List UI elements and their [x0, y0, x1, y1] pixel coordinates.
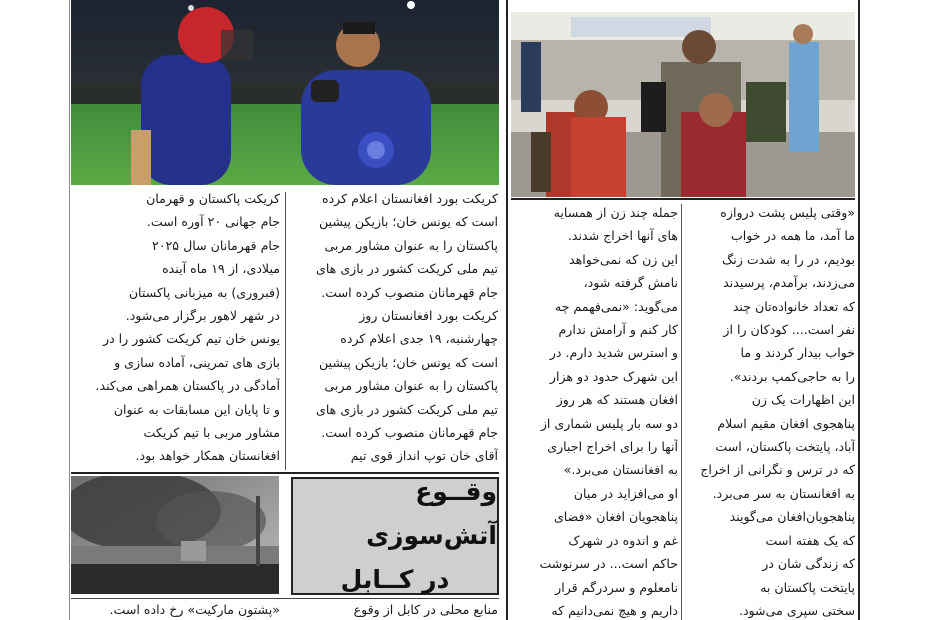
divider-vertical — [858, 0, 860, 620]
fire-headline-box — [291, 477, 499, 595]
cricket-article-column-right: کریکت بورد افغانستان اعلام کرده است که یونس خان؛ بازیکن پیشین پاکستان را به عنوان مشاور مربی تیم ملی کریکت کشور در بازی های جام قهرمانان منصوب کرده است. کریکت بورد افغانستان روز چهارشنبه، ۱۹ جدی اعلام کرده است که یونس خان؛ بازیکن پیشین پاکستان را به عنوان مشاور مربی تیم ملی کریکت کشور در بازی های جام قهرمانان منصوب کرده است. آقای خان توپ انداز قوی تیم — [315, 191, 498, 464]
headline-line-2: در کــابل — [340, 565, 450, 594]
column-divider — [285, 192, 286, 470]
refugee-article-column-left: جمله چند زن از همسایه های آنها اخراج شدند. این زن که نمی‌خواهد نامش گرفته شود، می‌گوید: «نمی‌فهمم چه کار کنم و آرامش ندارم و استرس شدید دارم. در این شهرک حدود دو هزار افغان هستند که هر روز دو سه بار پلیس شماری از آنها را برای اخراج اجباری به افغانستان می‌برد.» او می‌افزاید در میان پناهجویان افغان «فضای غم و اندوه در شهرک حاکم است... در سرنوشت نامعلوم و سردرگم قرار داریم و هیچ نمی‌دانیم که — [539, 205, 678, 618]
cricket-article-column-left: کریکت پاکستان و قهرمان جام جهانی ۲۰ آوره است. جام قهرمانان سال ۲۰۲۵ میلادی، از ۱۹ ماه آینده (فبروری) به میزبانی پاکستان در شهر لاهور برگزار می‌شود. یونس خان تیم کریکت کشور را در بازی های تمرینی، آماده سازی و آمادگی در پاکستان همراهی می‌کند. و تا پایان این مسابقات به عنوان مشاور مربی با تیم کریکت افغانستان همکار خواهد بود. — [95, 191, 280, 464]
divider-vertical — [69, 0, 70, 620]
fire-article-column-left: «پشتون مارکیت» رخ داده است. — [109, 602, 280, 617]
headline-line-1: وقــوع آتش‌سوزی — [366, 477, 497, 550]
column-divider — [681, 204, 682, 620]
kabul-fire-photo — [71, 476, 279, 594]
divider-vertical — [506, 0, 508, 620]
refugee-family-photo — [511, 12, 855, 197]
section-divider — [511, 198, 855, 200]
fire-article-column-right: منابع محلی در کابل از وقوع — [353, 602, 498, 617]
cricket-coach-photo — [71, 0, 499, 185]
refugee-article-column-right: «وقتی پلیس پشت دروازه ما آمد، ما همه در خواب بودیم، در را به شدت زنگ می‌زدند، برآمدم، پرسیدند که تعداد خانواده‌تان چند نفر است.... کودکان را از خواب بیدار کردند و ما را به حاجی‌کمپ بردند». این اظهارات یک زن پناهجوی افغان مقیم اسلام آباد، پایتخت پاکستان، است که در ترس و نگرانی از اخراج به افغانستان به سر می‌برد. پناهجویان‌افغان می‌گویند که یک هفته است که زندگی شان در پایتخت پاکستان به سختی سپری می‌شود. — [700, 205, 855, 618]
